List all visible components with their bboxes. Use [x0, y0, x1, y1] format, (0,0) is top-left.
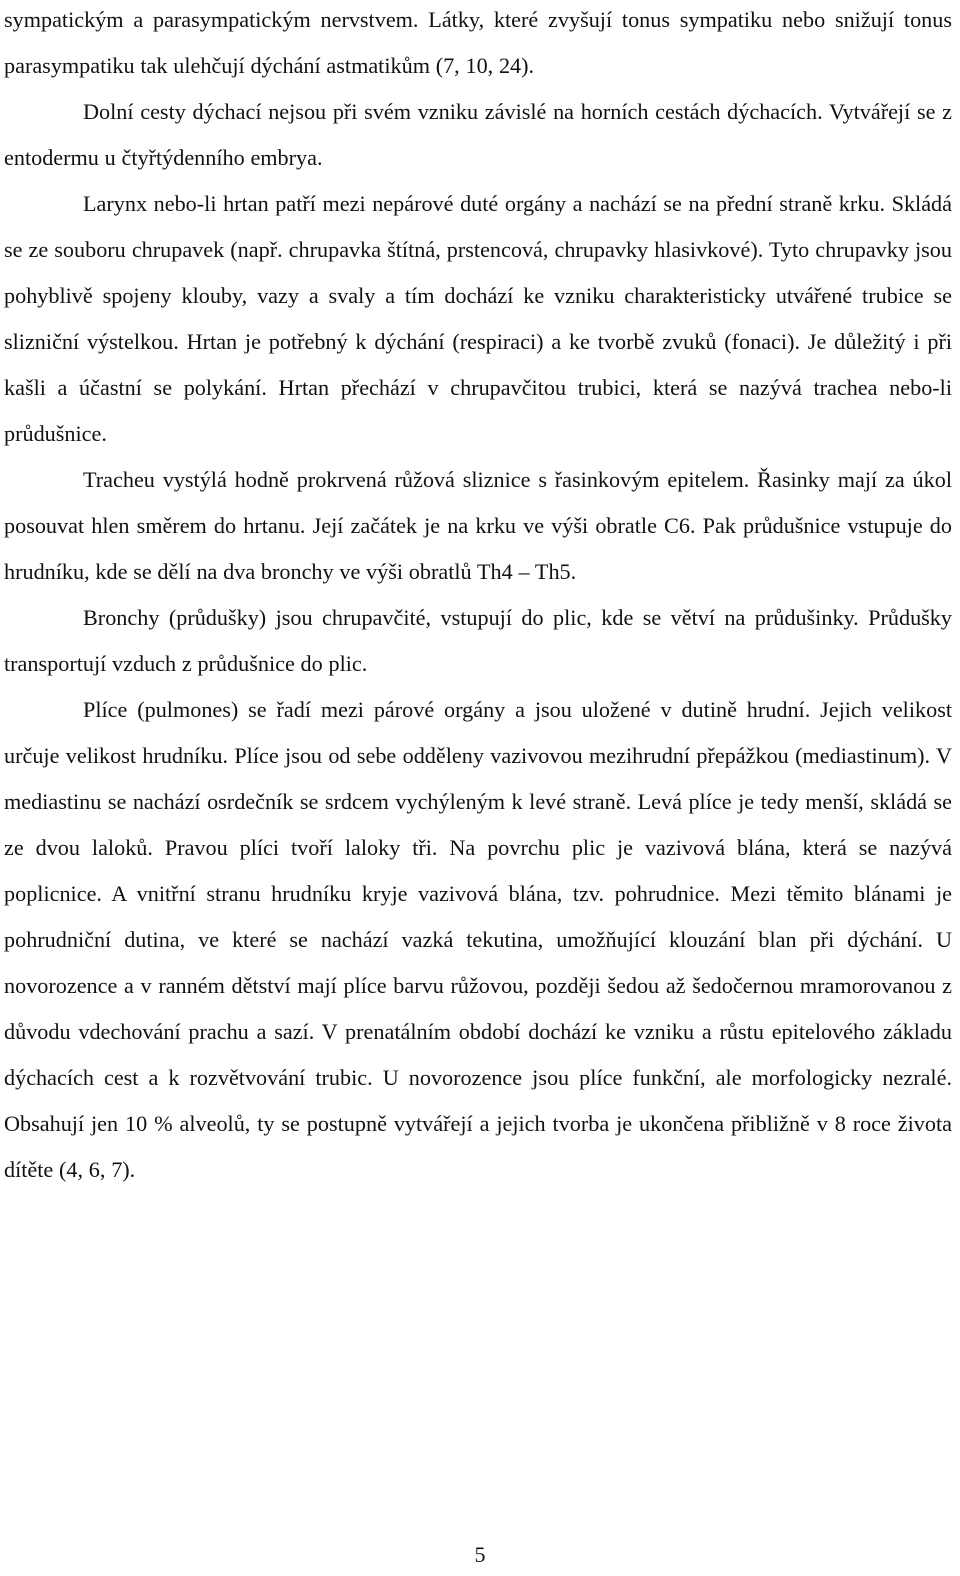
document-page: [4, 0, 952, 1193]
paragraph-larynx: Larynx nebo-li hrtan patří mezi nepárové duté orgány a nachází se na přední straně krku. Skládá se ze souboru chrupavek (např. chrupavka štítná, prstencová, chrupavky hlasivkové). Tyto chrupavky jsou pohyblivě spojeny klouby, vazy a svaly a tím dochází ke vzniku charakteristicky utvářené trubice se slizniční výstelkou. Hrtan je potřebný k dýchání (respiraci) a ke tvorbě zvuků (fonaci). Je důležitý i při kašli a účastní se polykání. Hrtan přechází v chrupavčitou trubici, která se nazývá trachea nebo-li průdušnice.: [4, 191, 952, 446]
paragraph-trachea: Tracheu vystýlá hodně prokrvená růžová sliznice s řasinkovým epitelem. Řasinky mají za úkol posouvat hlen směrem do hrtanu. Její začátek je na krku ve výši obratle C6. Pak průdušnice vstupuje do hrudníku, kde se dělí na dva bronchy ve výši obratlů Th4 – Th5.: [4, 467, 952, 584]
page-number: 5: [474, 1542, 486, 1567]
paragraph-continuation: sympatickým a parasympatickým nervstvem. Látky, které zvyšují tonus sympatiku nebo snižují tonus parasympatiku tak ulehčují dýchání astmatikům (7, 10, 24).: [4, 7, 952, 78]
paragraph-lungs: Plíce (pulmones) se řadí mezi párové orgány a jsou uložené v dutině hrudní. Jejich velikost určuje velikost hrudníku. Plíce jsou od sebe odděleny vazivovou mezihrudní přepážkou (mediastinum). V mediastinu se nachází osrdečník se srdcem vychýleným k levé straně. Levá plíce je tedy menší, skládá se ze dvou laloků. Pravou plíci tvoří laloky tři. Na povrchu plic je vazivová blána, která se nazývá poplicnice. A vnitřní stranu hrudníku kryje vazivová blána, tzv. pohrudnice. Mezi těmito blánami je pohrudniční dutina, ve které se nachází vazká tekutina, umožňující klouzání blan při dýchání. U novorozence a v ranném dětství mají plíce barvu růžovou, později šedou až šedočernou mramorovanou z důvodu vdechování prachu a sazí. V prenatálním období dochází ke vzniku a růstu epitelového základu dýchacích cest a k rozvětvování trubic. U novorozence jsou plíce funkční, ale morfologicky nezralé. Obsahují jen 10 % alveolů, ty se postupně vytvářejí a jejich tvorba je ukončena přibližně v 8 roce života dítěte (4, 6, 7).: [4, 697, 952, 1182]
paragraph-lower-airways: Dolní cesty dýchací nejsou při svém vzniku závislé na horních cestách dýchacích. Vytvářejí se z entodermu u čtyřtýdenního embrya.: [4, 99, 952, 170]
paragraph-bronchi: Bronchy (průdušky) jsou chrupavčité, vstupují do plic, kde se větví na průdušinky. Průdušky transportují vzduch z průdušnice do plic.: [4, 605, 952, 676]
